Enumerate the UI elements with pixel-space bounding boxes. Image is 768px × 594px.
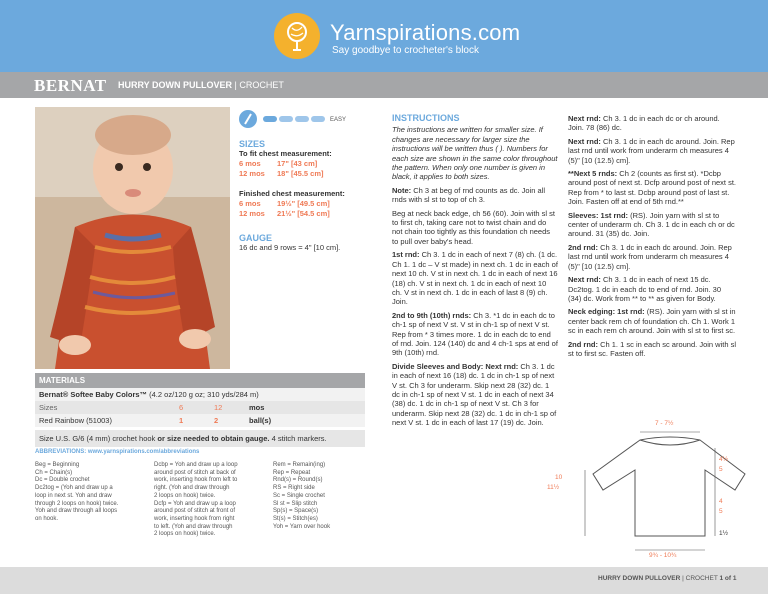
rnd2-paragraph: 2nd to 9th (10th) rnds: Ch 3. *1 dc in each dc to ch-1 sp of next V st. V st in ch-1 sp of next V st. Rep from * 3 times more. 1 dc in each dc to end of rnd. Join. 124 (140) dc and 4 ch-1 sps at end of 9th (10th) rnd. (392, 310, 558, 358)
divide-paragraph: Divide Sleeves and Body: Next rnd: Ch 3. 1 dc in each of next 16 (18) dc. 1 dc in ch-1 sp of next V st. Ch 3 for underarm. Skip next 28 (32) dc. 1 dc in ch-1 sp of next V st. 1 dc in each of next 34 (38) dc. 1 dc in ch-1 sp of next V st. Ch 3 for underarm. Skip next 28 (32) dc. 1 dc in ch-1 sp of next V st. 1 dc in each of last 17 (19) dc. Join. (392, 361, 557, 428)
next-5-rnds: **Next 5 rnds: Ch 2 (counts as first st). *Dcbp around post of next st. Dcfp around post of next st. Rep from * to last st. Dcbp around post of last st. Join. Fasten off at end of 5th rnd.** (568, 169, 737, 207)
abbr-col-2: Dcbp = Yoh and draw up a loop around post of stitch at back of work, inserting hook from left to right. (Yoh and draw through 2 loops on hook) twice. Dcfp = Yoh and draw up a loop around post of stitch at front of work, inserting hook from right to left. (Yoh and draw through 2 loops on hook) twice. (154, 462, 238, 538)
skill-bar-4 (311, 116, 325, 122)
skill-bar-1 (263, 116, 277, 122)
yarn-color: Red Rainbow (51003) (39, 416, 112, 425)
gauge-text: 16 dc and 9 rows = 4" [10 cm]. (239, 243, 341, 252)
yarn-detail: (4.2 oz/120 g oz; 310 yds/284 m) (149, 390, 259, 399)
dim-neck: 7 - 7½ (655, 420, 674, 427)
finished-label: Finished chest measurement: (239, 189, 345, 198)
footer-pattern: HURRY DOWN PULLOVER (598, 575, 681, 582)
pattern-name: HURRY DOWN PULLOVER (118, 80, 233, 90)
dim-bottom: 9¾ - 10¾ (649, 552, 677, 559)
hook-row (35, 430, 365, 447)
skill-level-label: EASY (330, 117, 347, 123)
instructions-heading: INSTRUCTIONS (392, 113, 460, 123)
markers-text: 4 stitch markers. (269, 434, 327, 443)
rnd1-paragraph: 1st rnd: Ch 3. 1 dc in each of next 7 (8) ch. (1 dc. Ch 1. 1 dc – V st made) in next ch. 1 dc in each of next 10 ch. V st in next ch. 1 dc in each of next 16 (18) ch. V st in next ch. 1 dc in each of next 10 ch. V st in next ch. 1 dc in each of last 8 (9) ch. Join. (392, 250, 558, 307)
neck-edging: Neck edging: 1st rnd: (RS). Join yarn with sl st in center back rem ch of foundation ch. Ch 1. Work 1 sc in each rem ch around. Join with sl st to first sc. (568, 307, 736, 336)
footer-label: HURRY DOWN PULLOVER | CROCHET 1 of 1 (598, 575, 737, 582)
schematic-drawing (545, 418, 750, 563)
dim-side-2: 11½ (547, 484, 560, 491)
size-col-2: 12 (214, 403, 223, 412)
pattern-title: HURRY DOWN PULLOVER | CROCHET (118, 80, 284, 90)
qty-2: 2 (214, 416, 219, 425)
abbr-col-1: Beg = Beginning Ch = Chain(s) Dc = Double crochet Dc2tog = (Yoh and draw up a loop in next st. Yoh and draw through 2 loops on hook) twice. Yoh and draw through all loops on hook. (35, 462, 119, 522)
hook-text: Size U.S. G/6 (4 mm) crochet hook (39, 434, 158, 443)
gauge-heading: GAUGE (239, 233, 273, 243)
dim-sleeve-b: 5 (719, 466, 723, 473)
sizes-unit: mos (249, 403, 265, 412)
dim-side-1: 10 (555, 474, 563, 481)
dim-body-c: 4 (719, 498, 723, 505)
dim-rib: 1½ (719, 530, 729, 537)
chest-row-2: 12 mos 18" [45.5 cm] (239, 169, 324, 178)
chest-row-1: 6 mos 17" [43 cm] (239, 159, 318, 168)
instructions-intro: The instructions are written for smaller size. If changes are necessary for larger size the instructions will be written thus ( ). Numbers for each size are shown in the same color throughout the pattern. When only one number is given in black, it applies to both sizes. (392, 125, 558, 182)
skill-bar-3 (295, 116, 309, 122)
footer-type: CROCHET (685, 575, 718, 582)
sleeves-next: Next rnd: Ch 3. 1 dc in each of next 15 dc. Dc2tog. 1 dc in each dc to end of rnd. Join. 30 (34) dc. Work from ** to ** as given for Body. (568, 275, 722, 303)
hook-gauge-note: or size needed to obtain gauge. (157, 434, 270, 443)
materials-section (35, 373, 365, 447)
color-row (35, 414, 365, 427)
pattern-type: CROCHET (239, 80, 284, 90)
abbr-col-3: Rem = Remain(ing) Rep = Repeat Rnd(s) = Round(s) RS = Right side Sc = Single crochet Sl st = Slip stitch Sp(s) = Space(s) St(s) = Stitch(es) Yoh = Yarn over hook (273, 462, 331, 530)
qty-1: 1 (179, 416, 184, 425)
next-rnd-1: Next rnd: Ch 3. 1 dc in each dc or ch around. Join. 78 (86) dc. (568, 114, 720, 133)
footer-page: 1 of 1 (719, 575, 737, 582)
chest-label: To fit chest measurement: (239, 149, 332, 158)
skill-level (239, 110, 329, 135)
yarnspirations-logo[interactable] (274, 13, 320, 59)
note-paragraph: Note: Ch 3 at beg of rnd counts as dc. Join all rnds with sl st to top of ch 3. (392, 185, 546, 205)
baby-in-pullover-image (35, 107, 230, 369)
sizes-heading: SIZES (239, 139, 266, 149)
sizes-label: Sizes (39, 403, 58, 412)
sleeves-paragraph: Sleeves: 1st rnd: (RS). Join yarn with sl st to center of underarm ch. Ch 3. 1 dc in each ch or dc around. 31 (35) dc. Join. (568, 210, 735, 239)
yarn-name: Bernat® Softee Baby Colors™ (39, 390, 148, 399)
materials-heading: MATERIALS (35, 373, 365, 388)
next-rnd-2: Next rnd: Ch 3. 1 dc in each dc around. Join. Rep last rnd until work from underarm ch measures 4 (5)" [10 (12.5) cm]. (568, 136, 735, 165)
sleeves-2nd: 2nd rnd: Ch 3. 1 dc in each dc around. Join. Rep last rnd until work from underarm ch measures 4 (5)" [10 (12.5) cm]. (568, 242, 732, 271)
skill-icons (239, 110, 329, 130)
site-name[interactable]: Yarnspirations.com (330, 20, 521, 45)
finished-row-2: 12 mos 21½" [54.5 cm] (239, 209, 330, 218)
yarn-row (35, 388, 365, 401)
instructions-col-1 (392, 114, 558, 432)
neck-2nd: 2nd rnd: Ch 1. 1 sc in each sc around. Join with sl st to first sc. Fasten off. (568, 339, 736, 358)
title-bar (0, 72, 768, 98)
yarn-ball-icon (274, 13, 320, 59)
baby-photo (35, 107, 230, 369)
site-tagline: Say goodbye to crocheter's block (332, 45, 479, 56)
abbreviations-heading[interactable]: ABBREVIATIONS: www.yarnspirations.com/abbreviations (35, 449, 200, 455)
size-col-1: 6 (179, 403, 184, 412)
skill-bar-2 (279, 116, 293, 122)
finished-row-1: 6 mos 19½" [49.5 cm] (239, 199, 330, 208)
pullover-schematic (545, 418, 750, 563)
dim-sleeve-a: 4½ (719, 456, 729, 463)
qty-unit: ball(s) (249, 416, 272, 425)
brand-logo: BERNAT (34, 76, 107, 95)
sizes-row (35, 401, 365, 414)
instructions-col-2 (568, 114, 736, 362)
dim-body-d: 5 (719, 508, 723, 515)
beg-paragraph: Beg at neck back edge, ch 56 (60). Join with sl st to first ch, taking care not to twist chain and do not chain too tightly as this foundation ch needs to pull over baby's head. (392, 208, 556, 246)
sizes-section (239, 139, 379, 253)
